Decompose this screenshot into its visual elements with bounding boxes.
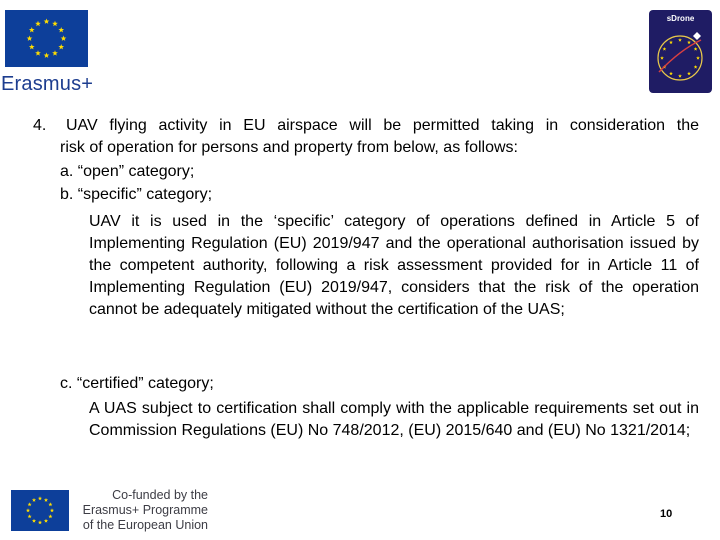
page-number: 10 bbox=[660, 508, 673, 520]
cofunded-line2: Erasmus+ Programme bbox=[82, 503, 208, 517]
erasmus-plus-wordmark: Erasmus+ bbox=[1, 73, 94, 95]
eu-flag-logo bbox=[5, 10, 88, 67]
specific-category-description: UAV it is used in the ‘specific’ category of operations defined in Article 5 of Implementing Regulation (EU) 2019/947 and the operational authorisation issued by the competent authority, following a risk assessment provided for in Article 11 of Implementing Regulation (EU) 2019/947, considers that the risk of the operation cannot be adequately mitigated without the certification of the UAS; bbox=[89, 213, 699, 318]
cofunded-statement bbox=[78, 488, 208, 533]
category-open: a. “open” category; bbox=[60, 163, 195, 180]
footer-eu-stars-icon bbox=[11, 490, 69, 531]
eu-stars-icon bbox=[5, 10, 88, 67]
category-certified: c. “certified” category; bbox=[60, 375, 214, 392]
item-text-line1: UAV flying activity in EU airspace will be permitted taking in consideration the bbox=[66, 117, 699, 134]
sdrone-logo-text: sDrone bbox=[666, 14, 695, 23]
item-number: 4. bbox=[33, 117, 47, 134]
category-specific: b. “specific” category; bbox=[60, 186, 213, 203]
footer-eu-flag bbox=[11, 490, 69, 531]
cofunded-line1: Co-funded by the bbox=[112, 488, 208, 502]
item-text-line2: risk of operation for persons and property from below, as follows: bbox=[60, 139, 518, 156]
cofunded-line3: of the European Union bbox=[82, 518, 208, 532]
sdrone-project-logo bbox=[649, 10, 712, 93]
certified-category-description: A UAS subject to certification shall comply with the applicable requirements set out in Commission Regulations (EU) No 748/2012, (EU) 2015/640 and (EU) No 1321/2014; bbox=[89, 400, 699, 439]
